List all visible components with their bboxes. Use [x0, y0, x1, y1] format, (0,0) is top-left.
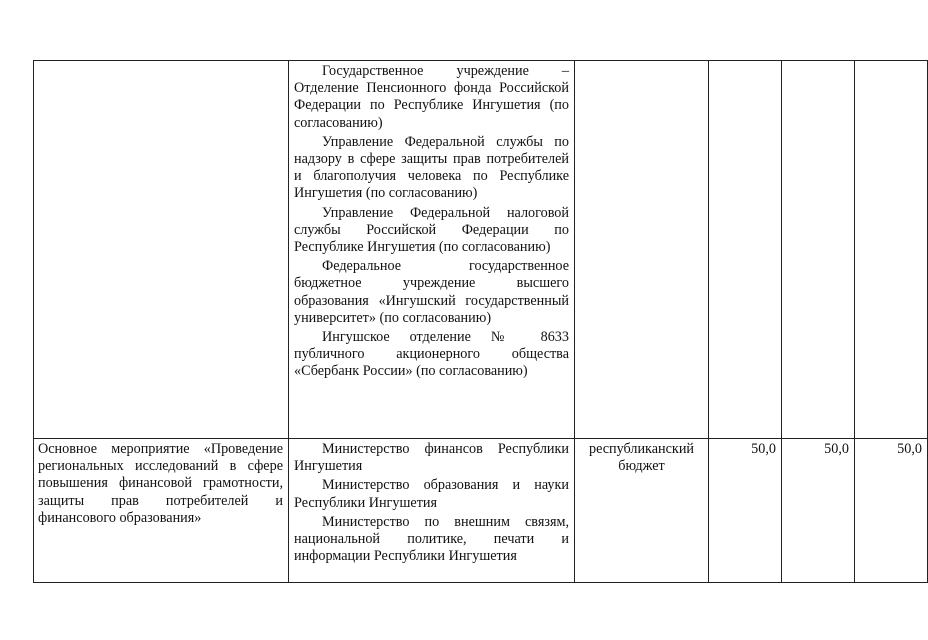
funding-source-cell [575, 61, 709, 439]
value-cell [709, 61, 782, 439]
value-cell: 50,0 [709, 439, 782, 583]
funding-source-cell: республиканский бюджет [575, 439, 709, 583]
value-cell: 50,0 [855, 439, 928, 583]
program-activities-table [33, 60, 928, 583]
value-cell [855, 61, 928, 439]
executor-item: Министерство образования и науки Республики Ингушетия [294, 477, 569, 511]
value-cell: 50,0 [782, 439, 855, 583]
executor-item: Министерство финансов Республики Ингушетия [294, 441, 569, 475]
activity-name-cell [34, 61, 289, 439]
table-row [34, 61, 928, 439]
table-row [34, 439, 928, 583]
executor-item: Министерство по внешним связям, национальной политике, печати и информации Республики Ингушетия [294, 513, 569, 565]
executor-item: Ингушское отделение № 8633 публичного акционерного общества «Сбербанк России» (по согласованию) [294, 329, 569, 380]
executor-item: Управление Федеральной налоговой службы Российской Федерации по Республике Ингушетия (по согласованию) [294, 204, 569, 256]
activity-name-cell: Основное мероприятие «Проведение региональных исследований в сфере повышения финансовой грамотности, защиты прав потребителей и финансового образования» [34, 439, 289, 583]
executor-item: Федеральное государственное бюджетное учреждение высшего образования «Ингушский государственный университет» (по согласованию) [294, 258, 569, 326]
executor-item: Управление Федеральной службы по надзору в сфере защиты прав потребителей и благополучия человека по Республике Ингушетия (по согласованию) [294, 133, 569, 202]
executor-item: Государственное учреждение – Отделение Пенсионного фонда Российской Федерации по Республике Ингушетия (по согласованию) [294, 63, 569, 131]
value-cell [782, 61, 855, 439]
executors-cell [289, 61, 575, 439]
executors-cell [289, 439, 575, 583]
